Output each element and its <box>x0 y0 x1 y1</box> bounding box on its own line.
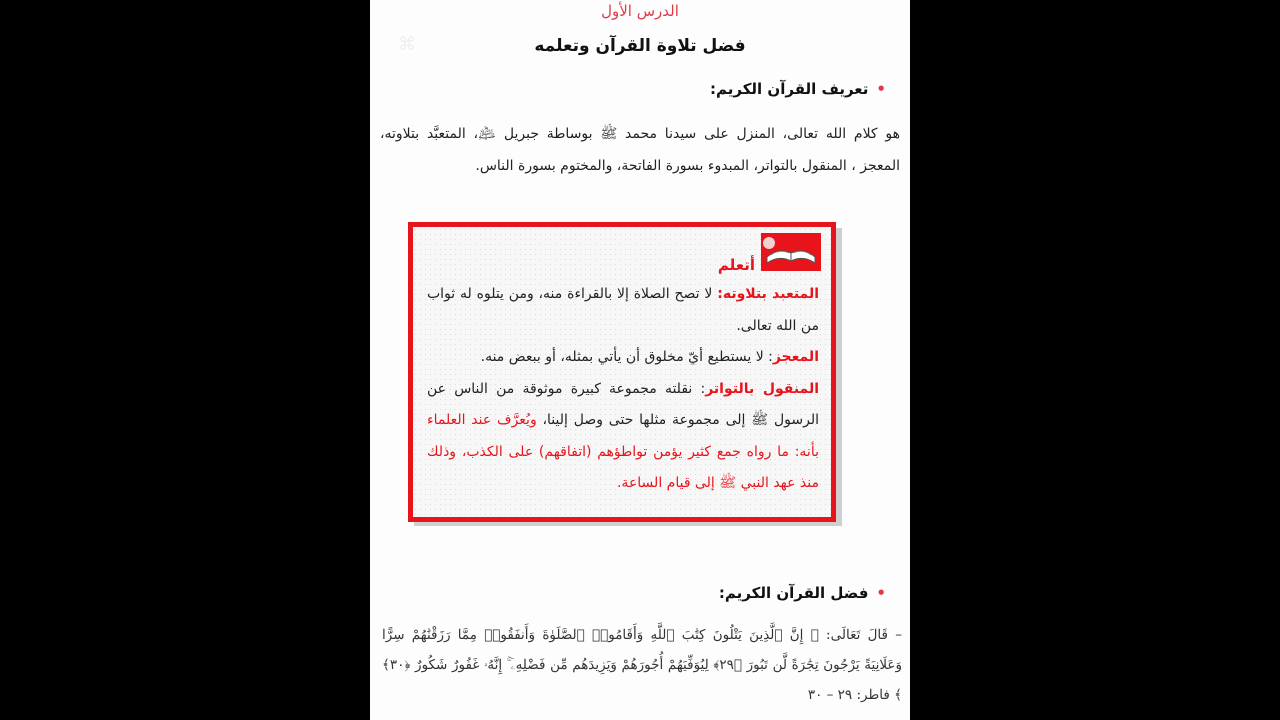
virtue-heading <box>406 582 886 604</box>
learn-text: : لا يستطيع أيّ مخلوق أن يأتي بمثله، أو ببعض منه. <box>480 349 773 365</box>
virtue-heading-text: فضل القرآن الكريم: <box>718 584 869 602</box>
definition-text: هو كلام الله تعالى، المنزل على سيدنا محمد ﷺ بوساطة جبريل ﵇، المتعبَّد بتلاوته، المعجز ، المنقول بالتواتر، المبدوء بسورة الفاتحة، والمختوم بسورة الناس. <box>380 126 900 174</box>
learn-red-text: ويُعرَّف عند العلماء بأنه: ما رواه جمع كثير يؤمن تواطؤهم (اتفاقهم) على الكذب، وذلك منذ عهد النبي ﷺ إلى قيام الساعة. <box>427 412 819 491</box>
bullet-icon: • <box>876 80 886 98</box>
learn-term: المتعبد بتلاوته: <box>717 286 819 302</box>
learn-label: أتعلم <box>717 256 755 274</box>
learn-term: المنقول بالتواتر <box>705 380 819 397</box>
learn-box-body <box>427 279 819 500</box>
watermark-icon: ⌘ <box>398 34 416 55</box>
quran-verse: – قَالَ تَعَالَى: ﴿ إِنَّ ٱلَّذِينَ يَتْلُونَ كِتَٰبَ ٱللَّهِ وَأَقَامُوا۟ ٱلصَّلَوٰةَ وَأَنفَقُوا۟ مِمَّا رَزَقْنَٰهُمْ سِرًّا وَعَلَانِيَةً يَرْجُونَ تِجَٰرَةً لَّن تَبُورَ ﴿٢٩﴾ لِيُوَفِّيَهُمْ أُجُورَهُمْ وَيَزِيدَهُم مِّن فَضْلِهِۦٓ ۚ إِنَّهُۥ غَفُورٌ شَكُورٌ ﴿٣٠﴾ ﴾ فاطر: ٢٩ – ٣٠ <box>382 627 902 703</box>
definition-heading <box>406 78 886 100</box>
open-book-icon <box>761 233 821 271</box>
learn-text: : نقلته مجموعة كبيرة موثوقة من الناس عن الرسول ﷺ إلى مجموعة مثلها حتى وصل إلينا، <box>427 380 819 428</box>
lesson-title: فضل تلاوة القرآن وتعلمه <box>534 36 746 56</box>
learn-item <box>427 374 819 500</box>
learn-text: لا تصح الصلاة إلا بالقراءة منه، ومن يتلوه له ثواب من الله تعالى. <box>427 286 819 334</box>
learn-item <box>427 279 819 342</box>
learn-item <box>427 342 819 374</box>
learn-term: المعجز <box>772 349 819 365</box>
definition-heading-text: تعريف القرآن الكريم: <box>709 80 869 98</box>
bullet-icon: • <box>876 584 886 602</box>
lesson-label: الدرس الأول <box>601 2 679 20</box>
learn-box <box>408 222 836 522</box>
document-page <box>370 0 910 720</box>
